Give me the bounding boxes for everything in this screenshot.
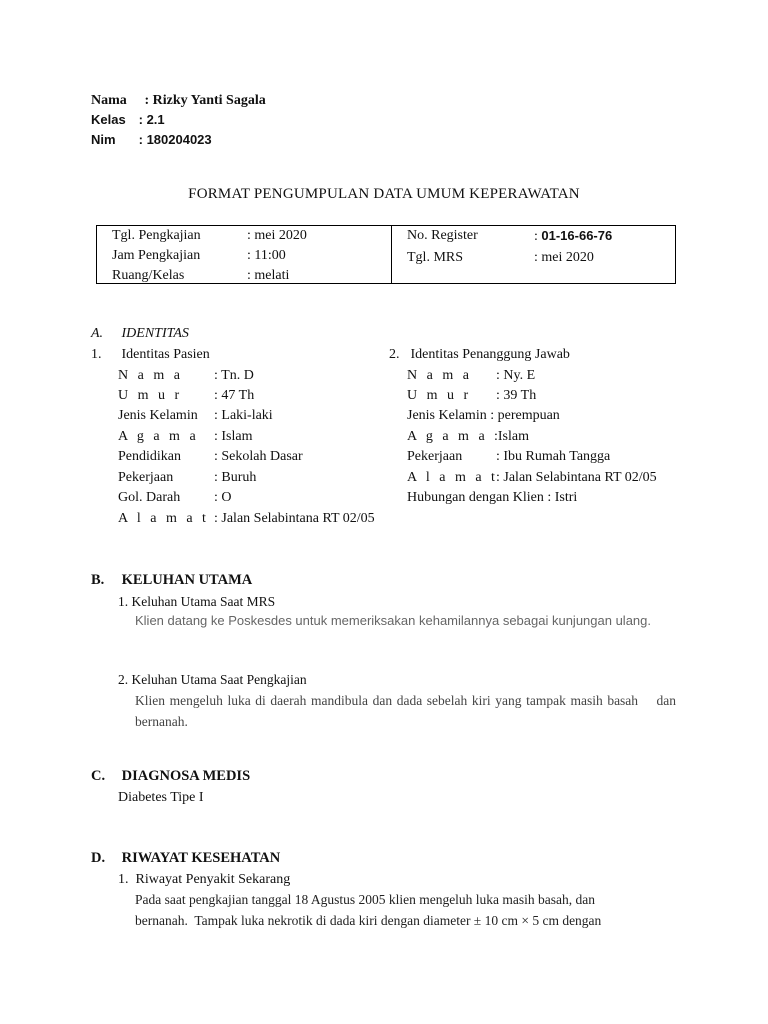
info-box-divider (391, 226, 392, 283)
riwayat-line-2: bernanah. Tampak luka nekrotik di dada kiri dengan diameter ± 10 cm × 5 cm dengan (135, 913, 602, 928)
guarantor-number: 2. (389, 347, 400, 362)
student-name-value: : Rizky Yanti Sagala (144, 93, 266, 108)
tgl-mrs-value: : mei 2020 (534, 250, 594, 265)
patient-alamat-label: A l a m a t (118, 511, 209, 526)
patient-goldarah-label: Gol. Darah (118, 490, 181, 505)
guarantor-identity-heading: Identitas Penanggung Jawab (410, 347, 570, 362)
section-b-heading: KELUHAN UTAMA (121, 572, 253, 588)
jam-pengkajian-value: : 11:00 (247, 248, 286, 263)
patient-umur-label: U m u r (118, 388, 183, 403)
riwayat-line-1: Pada saat pengkajian tanggal 18 Agustus 2005 klien mengeluh luka masih basah, dan (135, 892, 596, 907)
guarantor-nama-value: : Ny. E (496, 368, 536, 383)
guarantor-nama-label: N a m a (407, 368, 472, 383)
no-register-value-line (534, 228, 612, 245)
document-title: FORMAT PENGUMPULAN DATA UMUM KEPERAWATAN (188, 186, 580, 202)
student-class-line (91, 112, 165, 127)
guarantor-identity-heading-line (389, 347, 570, 363)
student-name-label: Nama (91, 93, 127, 108)
keluhan-pengkajian-text: Klien mengeluh luka di daerah mandibula dan dada sebelah kiri yang tampak masih basah dan bernanah. (135, 693, 680, 729)
section-d-heading-line (91, 850, 280, 867)
section-c-heading-line (91, 768, 250, 785)
guarantor-agama-label: A g a m a (407, 429, 488, 444)
guarantor-alamat-label: A l a m a t (407, 470, 498, 485)
guarantor-pekerjaan-label: Pekerjaan (407, 449, 463, 464)
student-id-line (91, 132, 212, 147)
diagnosis-text: Diabetes Tipe I (118, 790, 204, 805)
patient-identity-heading: Identitas Pasien (121, 347, 210, 362)
guarantor-hubungan-line (407, 490, 577, 506)
section-d-marker: D. (91, 850, 106, 866)
section-c-heading: DIAGNOSA MEDIS (121, 768, 251, 784)
patient-number: 1. (91, 347, 102, 362)
guarantor-alamat-value: : Jalan Selabintana RT 02/05 (496, 470, 657, 485)
keluhan-pengkajian-heading: 2. Keluhan Utama Saat Pengkajian (118, 672, 307, 687)
section-a-heading-line (91, 326, 189, 342)
guarantor-jk-line (407, 408, 560, 424)
student-id-value: : 180204023 (138, 132, 212, 147)
patient-pekerjaan-value: : Buruh (214, 470, 257, 485)
student-name-line (91, 93, 266, 109)
keluhan-mrs-heading: 1. Keluhan Utama Saat MRS (118, 594, 276, 609)
patient-alamat-value: : Jalan Selabintana RT 02/05 (214, 511, 375, 526)
section-a-heading: IDENTITAS (121, 326, 189, 341)
guarantor-agama-value: :Islam (494, 429, 529, 444)
assessment-info-box (96, 225, 676, 284)
section-c-marker: C. (91, 768, 106, 784)
student-id-label: Nim (91, 132, 116, 147)
no-register-label: No. Register (407, 228, 478, 243)
student-class-label: Kelas (91, 112, 126, 127)
patient-umur-value: : 47 Th (214, 388, 255, 403)
section-a-marker: A. (91, 326, 104, 341)
student-class-value: : 2.1 (138, 112, 165, 127)
patient-agama-label: A g a m a (118, 429, 199, 444)
patient-pekerjaan-label: Pekerjaan (118, 470, 174, 485)
patient-jk-value: : Laki-laki (214, 408, 273, 423)
tgl-mrs-label: Tgl. MRS (407, 250, 464, 265)
patient-identity-heading-line (91, 347, 210, 363)
section-b-marker: B. (91, 572, 105, 588)
patient-nama-label: N a m a (118, 368, 183, 383)
section-d-heading: RIWAYAT KESEHATAN (121, 850, 281, 866)
tgl-pengkajian-value: : mei 2020 (247, 228, 307, 243)
no-register-colon: : (534, 229, 538, 244)
guarantor-umur-label: U m u r (407, 388, 472, 403)
no-register-value: 01-16-66-76 (541, 228, 613, 243)
patient-goldarah-value: : O (214, 490, 232, 505)
patient-jk-label: Jenis Kelamin (118, 408, 198, 423)
guarantor-jk-value: : perempuan (490, 408, 560, 423)
keluhan-mrs-text: Klien datang ke Poskesdes untuk memeriksakan kehamilannya sebagai kunjungan ulang. (135, 613, 651, 628)
guarantor-hubungan-value: : Istri (547, 490, 578, 505)
guarantor-umur-value: : 39 Th (496, 388, 537, 403)
riwayat-sekarang-heading: 1. Riwayat Penyakit Sekarang (118, 872, 291, 887)
section-b-heading-line (91, 572, 252, 589)
jam-pengkajian-label: Jam Pengkajian (112, 248, 201, 263)
patient-pendidikan-label: Pendidikan (118, 449, 181, 464)
tgl-pengkajian-label: Tgl. Pengkajian (112, 228, 201, 243)
patient-pendidikan-value: : Sekolah Dasar (214, 449, 303, 464)
guarantor-jk-label: Jenis Kelamin (407, 408, 487, 423)
patient-agama-value: : Islam (214, 429, 253, 444)
guarantor-hubungan-label: Hubungan dengan Klien (407, 490, 544, 505)
ruang-kelas-value: : melati (247, 268, 290, 283)
patient-nama-value: : Tn. D (214, 368, 254, 383)
guarantor-pekerjaan-value: : Ibu Rumah Tangga (496, 449, 611, 464)
ruang-kelas-label: Ruang/Kelas (112, 268, 185, 283)
